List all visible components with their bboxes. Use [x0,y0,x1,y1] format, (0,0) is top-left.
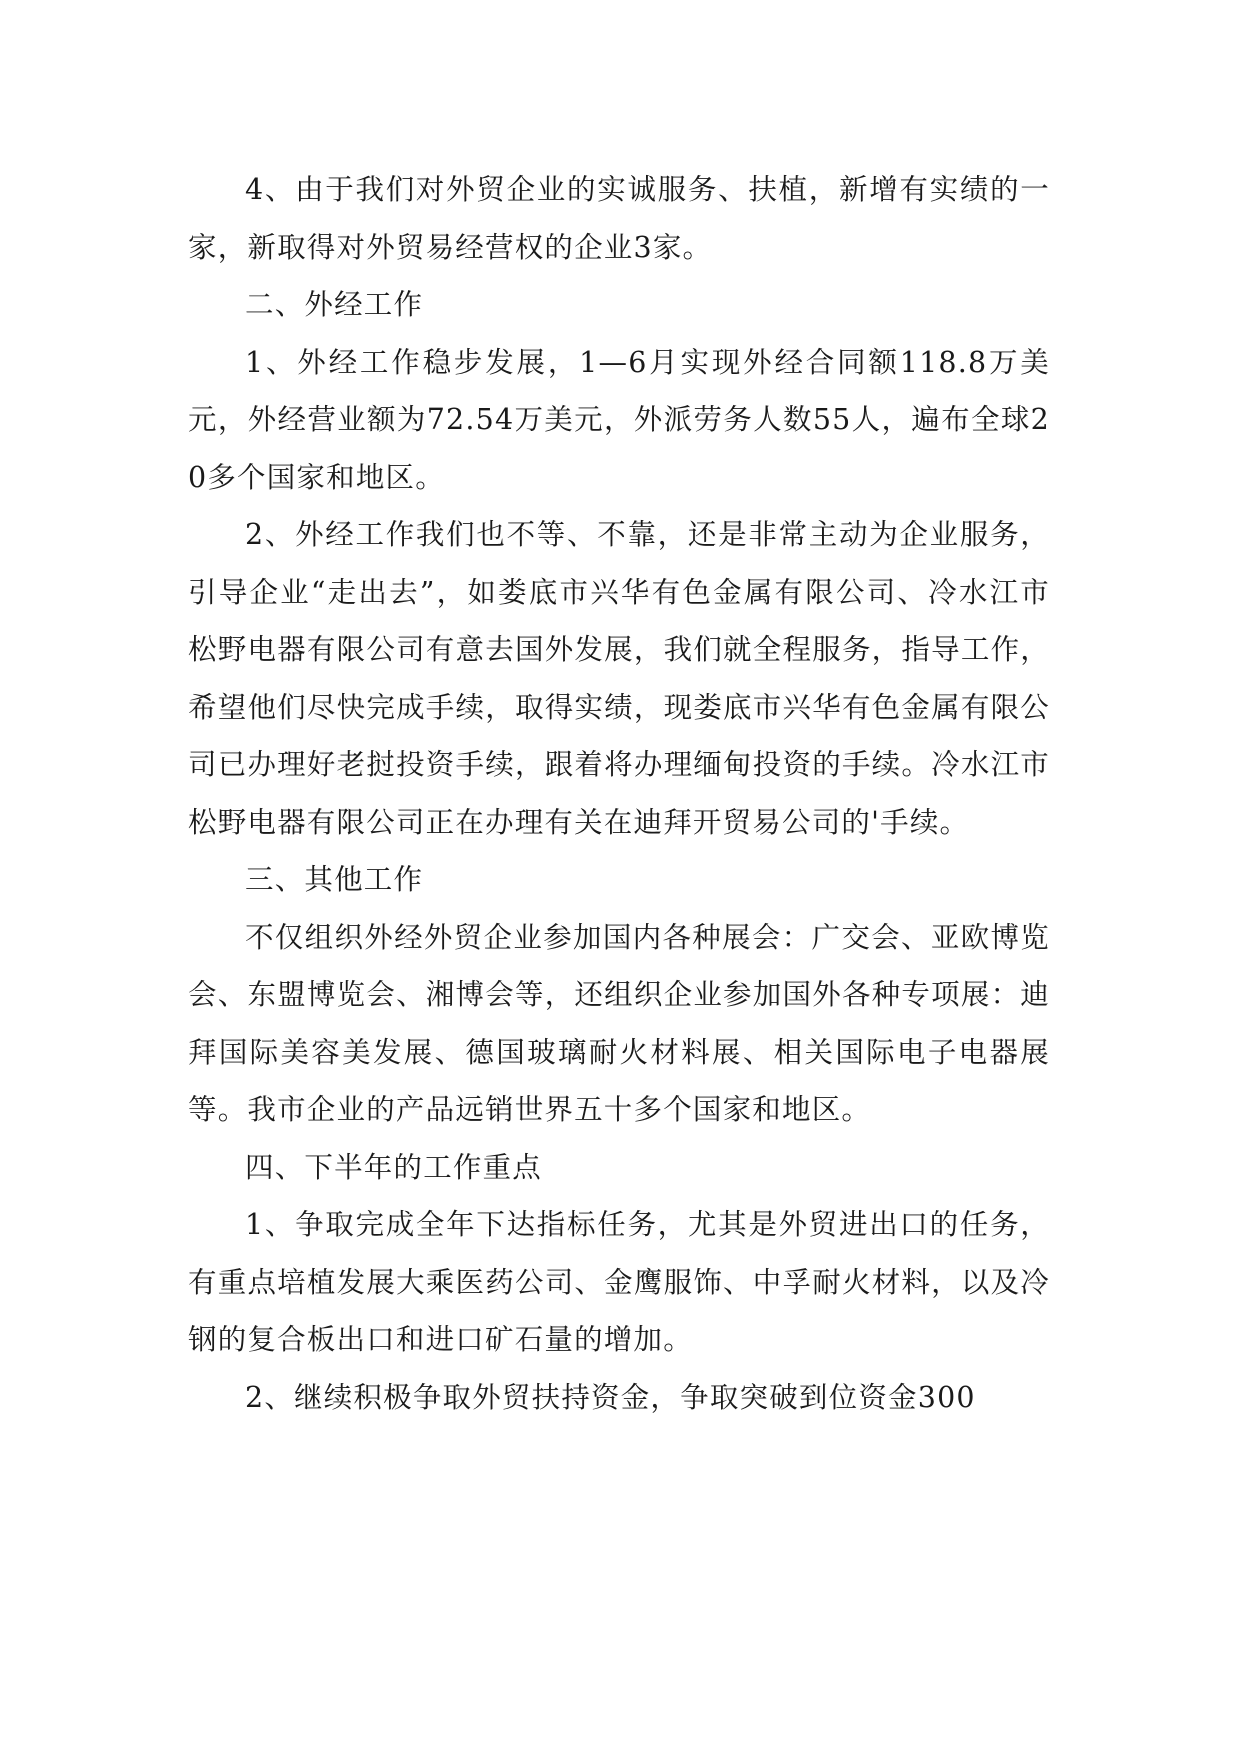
paragraph-focus-1: 1、争取完成全年下达指标任务，尤其是外贸进出口的任务，有重点培植发展大乘医药公司、金鹰服饰、中孚耐火材料，以及冷钢的复合板出口和进口矿石量的增加。 [188,1208,1050,1356]
section-heading-second-half-focus: 四、下半年的工作重点 [245,1150,543,1184]
paragraph-other-work: 不仅组织外经外贸企业参加国内各种展会：广交会、亚欧博览会、东盟博览会、湘博会等，还组织企业参加国外各种专项展：迪拜国际美容美发展、德国玻璃耐火材料展、相关国际电子电器展等。我市企业的产品远销世界五十多个国家和地区。 [188,920,1050,1126]
paragraph-focus-2: 2、继续积极争取外贸扶持资金，争取突破到位资金300 [245,1380,976,1414]
paragraph-foreign-economic-2: 2、外经工作我们也不等、不靠，还是非常主动为企业服务，引导企业“走出去”，如娄底市兴华有色金属有限公司、冷水江市松野电器有限公司有意去国外发展，我们就全程服务，指导工作，希望他们尽快完成手续，取得实绩，现娄底市兴华有色金属有限公司已办理好老挝投资手续，跟着将办理缅甸投资的手续。冷水江市松野电器有限公司正在办理有关在迪拜开贸易公司的'手续。 [188,518,1050,839]
section-heading-foreign-economic: 二、外经工作 [245,288,424,321]
section-heading-other-work: 三、其他工作 [245,863,424,896]
paragraph-foreign-economic-1: 1、外经工作稳步发展，1—6月实现外经合同额118.8万美元，外经营业额为72.54万美元，外派劳务人数55人，遍布全球20多个国家和地区。 [188,345,1050,494]
paragraph-item-4: 4、由于我们对外贸企业的实诚服务、扶植，新增有实绩的一家，新取得对外贸易经营权的企业3家。 [188,173,1050,264]
document-body [188,161,1050,1426]
